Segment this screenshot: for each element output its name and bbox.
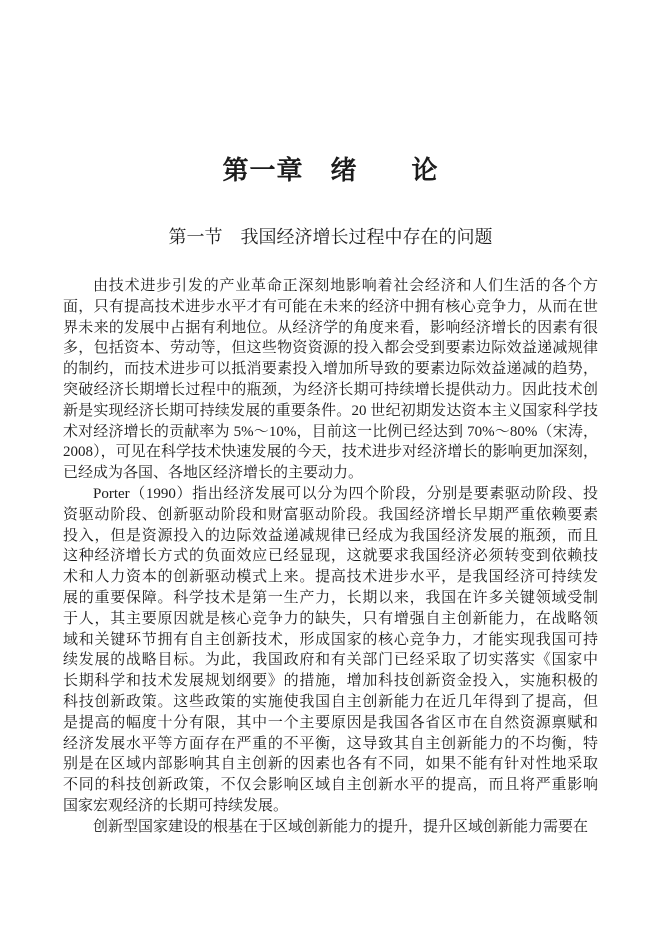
text-line: 界未来的发展中占据有利地位。从经济学的角度来看，影响经济增长的因素有很 [63, 319, 598, 336]
text-line: 2008），可见在科学技术快速发展的今天，技术进步对经济增长的影响更加深刻， [63, 444, 598, 461]
text-line: 长期科学和技术发展规划纲要》的措施，增加科技创新资金投入，实施积极的 [63, 673, 598, 690]
text-line: 新是实现经济长期可持续发展的重要条件。20 世纪初期发达资本主义国家科学技 [63, 402, 598, 419]
body-text [63, 276, 598, 838]
text-line: 这种经济增长方式的负面效应已经显现，这就要求我国经济必须转变到依赖技 [63, 548, 598, 565]
section-title: 第一节 我国经济增长过程中存在的问题 [168, 227, 493, 247]
text-line: 的制约，而技术进步可以抵消要素投入增加所导致的要素边际效益递减的趋势， [63, 361, 598, 378]
text-line: 术和人力资本的创新驱动模式上来。提高技术进步水平，是我国经济可持续发 [63, 569, 598, 586]
text-line: 术对经济增长的贡献率为 5%～10%，目前这一比例已经达到 70%～80%（宋涛， [63, 423, 598, 440]
text-line: 多，包括资本、劳动等，但这些物资资源的投入都会受到要素边际效益递减规律 [63, 340, 598, 357]
text-line: 不同的科技创新政策，不仅会影响区域自主创新水平的提高，而且将严重影响 [63, 777, 598, 794]
text-line: 于人，其主要原因就是核心竞争力的缺失，只有增强自主创新能力，在战略领 [63, 610, 598, 627]
text-line: 是提高的幅度十分有限，其中一个主要原因是我国各省区市在自然资源禀赋和 [63, 714, 598, 731]
text-line: 别是在区域内部影响其自主创新的因素也各有不同，如果不能有针对性地采取 [63, 756, 598, 773]
text-line: 资驱动阶段、创新驱动阶段和财富驱动阶段。我国经济增长早期严重依赖要素 [63, 506, 598, 523]
text-line: 续发展的战略目标。为此，我国政府和有关部门已经采取了切实落实《国家中 [63, 652, 598, 669]
text-line: 国家宏观经济的长期可持续发展。 [63, 797, 289, 814]
paragraph [63, 817, 598, 838]
text-line: 科技创新政策。这些政策的实施使我国自主创新能力在近几年得到了提高，但 [63, 693, 598, 710]
text-line: 展的重要保障。科学技术是第一生产力，长期以来，我国在许多关键领域受制 [63, 589, 598, 606]
text-line: Porter（1990）指出经济发展可以分为四个阶段，分别是要素驱动阶段、投 [93, 485, 598, 502]
text-line: 突破经济长期增长过程中的瓶颈，为经济长期可持续增长提供动力。因此技术创 [63, 381, 598, 398]
paragraph [63, 484, 598, 817]
text-line: 已经成为各国、各地区经济增长的主要动力。 [63, 465, 364, 482]
chapter-title: 第一章 绪 论 [222, 156, 439, 185]
paragraph [63, 276, 598, 484]
text-line: 经济发展水平等方面存在严重的不平衡，这导致其自主创新能力的不均衡，特 [63, 735, 598, 752]
text-line: 面，只有提高技术进步水平才有可能在未来的经济中拥有核心竞争力，从而在世 [63, 298, 598, 315]
text-line: 创新型国家建设的根基在于区域创新能力的提升，提升区域创新能力需要在 [93, 818, 589, 835]
text-line: 由技术进步引发的产业革命正深刻地影响着社会经济和人们生活的各个方 [93, 278, 598, 294]
text-line: 投入，但是资源投入的边际效益递减规律已经成为我国经济发展的瓶颈，而且 [63, 527, 598, 544]
text-line: 域和关键环节拥有自主创新技术，形成国家的核心竞争力，才能实现我国可持 [63, 631, 598, 648]
